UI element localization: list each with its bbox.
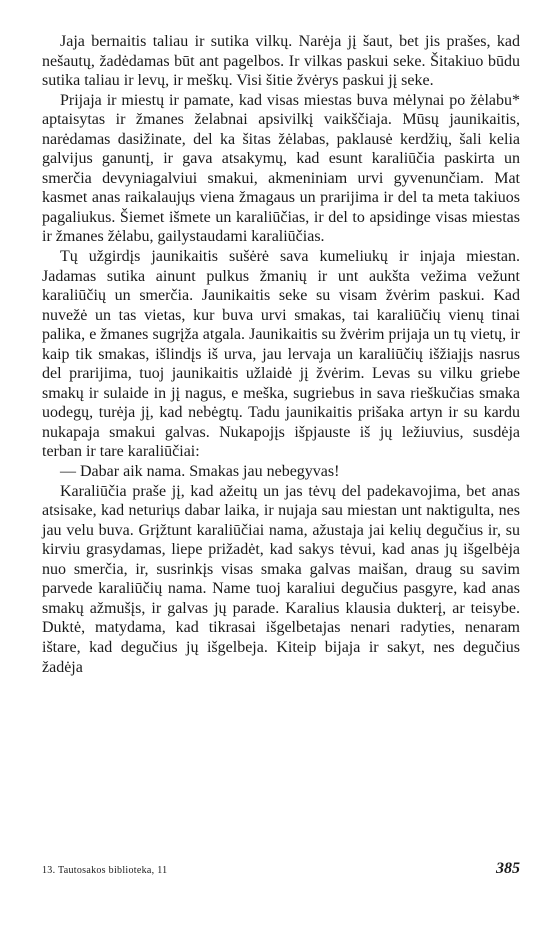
series-signature: 13. Tautosakos biblioteka, 11 — [42, 865, 168, 876]
paragraph-5: Karaliūčia praše jį, kad ažeitų un jas tėvų del padekavojima, bet anas atsisake, kad neturiųs dabar laika, ir nujaja sau miestan unt naktigulta, nes jau velu buva. Grįžtunt karaliūčiai nama, ažustaja jai kelių degučius ir, su kirviu grasydamas, liepe prižadėt, kad sakys tėvui, kad anas jų išgelbėja nuo smerčia, ir, susrinkįs visas smaka galvas maišan, draug su savim parvede karaliūčių nama. Name tuoj karaliui degučius pasgyre, kad anas smakų ažmušįs, ir galvas jų parade. Karalius klausia dukterį, ar teisybe. Duktė, matydama, kad tikrasai išgelbetajas nenari radyties, nenaram ištare, kad degučius jų išgelbeja. Kiteip bijaja ir sakyt, nes degučius žadėja — [42, 482, 520, 676]
paragraph-2: Prijaja ir miestų ir pamate, kad visas miestas buva mėlynai po žėlabu* aptaisytas ir žmanes želabnai apsivilkį vaikščiaja. Mūsų jaunikaitis, narėdamas dasižinate, del ka šitas žėlabas, paklausė kerdžių, šali kelia galvijus ganuntį, ir gava atsakymų, kad esunt karaliūčia paskirta un smerčia devyniagalviui smakui, akmeniniam urvi gyvenunčiam. Mat kasmet anas raikalaujųs viena žmagaus un prarijima ir del ta meta takiuos pagaliukus. Šiemet išmete un karaliūčias, ir del to apsidinge visas miestas ir žmanes žėlabu, gailystaudami karaliūčias. — [42, 91, 520, 246]
page-body — [42, 32, 520, 677]
paragraph-3: Tų užgirdįs jaunikaitis sušėrė sava kumeliukų ir injaja miestan. Jadamas sutika ainunt pulkus žmanių ir unt aukšta vežima vežunt karaliūčių un smerčia. Jaunikaitis seke su visam žvėrim paskui. Kad nuvežė un tas vietas, kur buva urvi smakas, tai karaliūčių vienų tinai palika, e žmanes sugrįža atgala. Jaunikaitis su žvėrim prijaja un tų vietų, ir kaip tik smakas, išlindįs iš urva, jau lervaja un karaliūčių išžiajįs nasrus del prarijima, tuoj jaunikaitis užlaidė jį žvėrim. Levas su vilku griebe smakų ir sulaide in jį nagus, e meška, sugriebus in sava rieškučias smaka uodegų, turėja jį, kad nebėgtų. Tadu jaunikaitis prišaka artyn ir su kardu nukapaja smakui galvas. Nukapojįs išpjauste iš jų ležiuvius, susdėja terban ir tare karaliūčiai: — [42, 248, 520, 461]
page-number: 385 — [496, 860, 520, 877]
page-footer — [42, 860, 520, 878]
paragraph-1: Jaja bernaitis taliau ir sutika vilkų. Narėja jį šaut, bet jis prašes, kad nešautų, žadėdamas būt ant pagelbos. Ir vilkas paskui seke. Šitakiuo būdu sutika taliau ir levų, ir meškų. Visi šitie žvėrys paskui jį seke. — [42, 33, 520, 90]
dialogue-line: — Dabar aik nama. Smakas jau nebegyvas! — [60, 463, 340, 481]
